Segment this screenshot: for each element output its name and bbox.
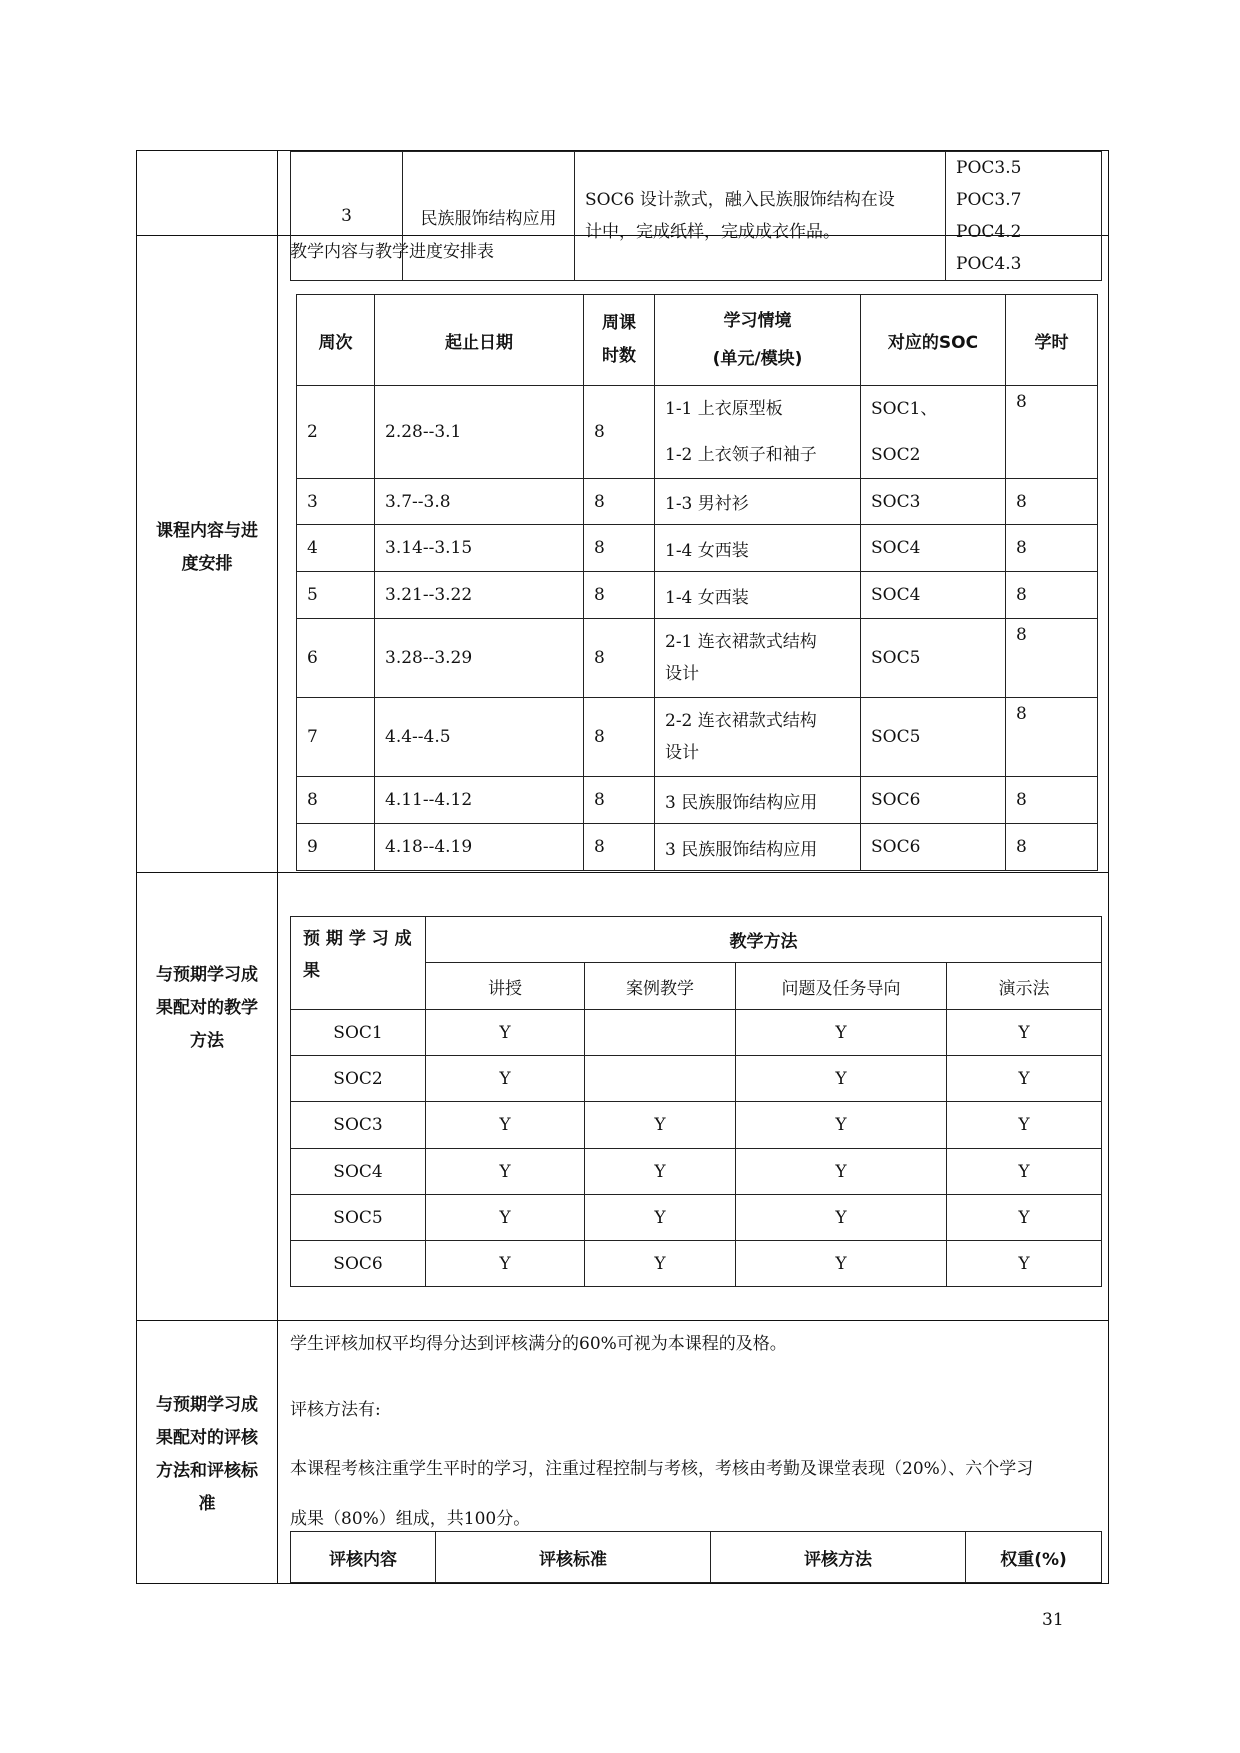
header-assessment-content: 评核内容: [291, 1532, 436, 1583]
table-row: 2 2.28--3.1 8 1-1 上衣原型板 1-2 上衣领子和袖子 SOC1、 SOC2 8: [297, 386, 1098, 479]
assessment-table: [290, 1531, 1102, 1583]
schedule-caption: 教学内容与教学进度安排表: [290, 242, 494, 262]
header-week: 周次: [297, 295, 375, 386]
methods-header: 教学方法: [426, 917, 1102, 963]
method-task: 问题及任务导向: [736, 963, 947, 1010]
schedule-header-row: [297, 295, 1098, 386]
top-num: 3: [291, 152, 403, 281]
table-row: 8 4.11--4.12 8 3 民族服饰结构应用 SOC6 8: [297, 777, 1098, 824]
table-row: 6 3.28--3.29 8 2-1 连衣裙款式结构 设计 SOC5 8: [297, 619, 1098, 698]
outcome-header: 预 期 学 习 成 果: [291, 917, 426, 1010]
header-assessment-method: 评核方法: [711, 1532, 966, 1583]
table-row: 4 3.14--3.15 8 1-4 女西装 SOC4 8: [297, 525, 1098, 572]
schedule-table: [296, 294, 1098, 871]
table-row: 7 4.4--4.5 8 2-2 连衣裙款式结构 设计 SOC5 8: [297, 698, 1098, 777]
assessment-section-label: 与预期学习成 果配对的评核 方法和评核标 准: [156, 1395, 258, 1514]
table-row: SOC1 Y Y Y: [291, 1010, 1102, 1056]
header-soc: 对应的SOC: [861, 295, 1006, 386]
table-row: 5 3.21--3.22 8 1-4 女西装 SOC4 8: [297, 572, 1098, 619]
header-hours: 周课 时数: [584, 295, 655, 386]
method-case: 案例教学: [585, 963, 736, 1010]
header-situation: 学习情境 (单元/模块): [655, 295, 861, 386]
header-dates: 起止日期: [375, 295, 584, 386]
table-row: SOC3 Y Y Y Y: [291, 1102, 1102, 1149]
methods-table: [290, 916, 1102, 1287]
table-row: SOC2 Y Y Y: [291, 1056, 1102, 1102]
page-number: 31: [1042, 1610, 1064, 1630]
table-row: SOC5 Y Y Y Y: [291, 1195, 1102, 1241]
top-name: 民族服饰结构应用: [403, 152, 575, 281]
assessment-methods-title: 评核方法有:: [290, 1400, 381, 1420]
methods-section-label: 与预期学习成 果配对的教学 方法: [156, 965, 258, 1051]
method-demo: 演示法: [947, 963, 1102, 1010]
top-desc: SOC6 设计款式，融入民族服饰结构在设 计中，完成纸样，完成成衣作品。: [575, 152, 946, 281]
schedule-section-label: 课程内容与进 度安排: [156, 521, 258, 574]
header-credit: 学时: [1006, 295, 1098, 386]
header-assessment-standard: 评核标准: [436, 1532, 711, 1583]
table-row: 9 4.18--4.19 8 3 民族服饰结构应用 SOC6 8: [297, 824, 1098, 871]
assessment-pass-text: 学生评核加权平均得分达到评核满分的60%可视为本课程的及格。: [290, 1334, 787, 1354]
table-row: 3 3.7--3.8 8 1-3 男衬衫 SOC3 8: [297, 479, 1098, 525]
assessment-description: 本课程考核注重学生平时的学习，注重过程控制与考核，考核由考勤及课堂表现（20%）、六个学习 成果（80%）组成，共100分。: [290, 1459, 1034, 1529]
method-lecture: 讲授: [426, 963, 585, 1010]
header-assessment-weight: 权重(%): [966, 1532, 1102, 1583]
table-row: SOC6 Y Y Y Y: [291, 1241, 1102, 1287]
top-poc: POC3.5POC3.7 POC4.2POC4.3: [946, 152, 1102, 281]
table-row: SOC4 Y Y Y Y: [291, 1149, 1102, 1195]
